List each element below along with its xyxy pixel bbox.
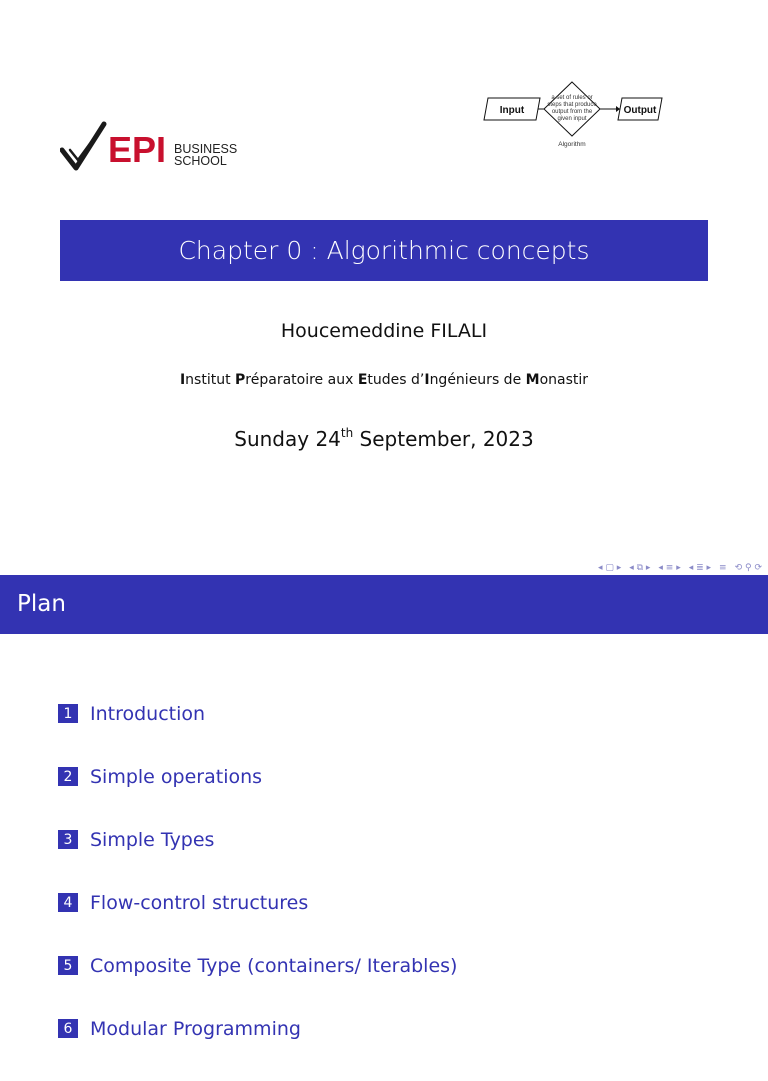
toc-item[interactable] [58, 892, 457, 913]
toc-item[interactable] [58, 1018, 457, 1039]
title-banner [60, 220, 708, 281]
diamond-line-2: steps that produce [547, 102, 597, 108]
nav-frame-icon[interactable]: ◂ ▢ ▸ [597, 563, 622, 573]
toc-label[interactable]: Simple operations [90, 765, 263, 788]
nav-toc-icon[interactable]: ≡ [719, 563, 727, 573]
epi-logo [60, 118, 250, 174]
beamer-navigation-bar [598, 561, 762, 575]
nav-search-icon[interactable]: ⟲ ⚲ ⟳ [734, 563, 762, 573]
flow-output-label: Output [623, 105, 657, 116]
toc-label[interactable]: Modular Programming [90, 1017, 301, 1040]
toc-number: 3 [58, 830, 78, 849]
algorithm-flowchart [480, 78, 664, 154]
slide-title: Chapter 0 : Algorithmic concepts [178, 236, 590, 265]
toc-item[interactable] [58, 703, 457, 724]
plan-slide [0, 575, 768, 1040]
toc-number: 5 [58, 956, 78, 975]
toc-label[interactable]: Introduction [90, 702, 206, 725]
diamond-line-4: given input [557, 116, 587, 122]
nav-section-icon[interactable]: ◂ ≡ ▸ [658, 563, 681, 573]
nav-document-icon[interactable]: ◂ ≣ ▸ [688, 563, 712, 573]
toc-label[interactable]: Simple Types [90, 828, 215, 851]
plan-header-bar [0, 575, 768, 634]
logo-brand: EPI [108, 129, 167, 170]
checkmark-logo-icon [60, 120, 108, 172]
toc-item[interactable] [58, 766, 457, 787]
toc-label[interactable]: Flow-control structures [90, 891, 309, 914]
toc-item[interactable] [58, 955, 457, 976]
author-name: Houcemeddine FILALI [280, 320, 488, 342]
flow-input-label: Input [499, 105, 525, 116]
toc-number: 2 [58, 767, 78, 786]
institute-name: Institut Préparatoire aux Etudes d’Ingénieurs de Monastir [179, 372, 589, 388]
plan-title: Plan [17, 591, 66, 617]
diamond-line-1: a set of rules or [551, 95, 593, 101]
nav-subsection-icon[interactable]: ◂ ⧉ ▸ [629, 563, 651, 573]
table-of-contents [58, 703, 457, 1081]
toc-label[interactable]: Composite Type (containers/ Iterables) [90, 954, 458, 977]
toc-item[interactable] [58, 829, 457, 850]
toc-number: 6 [58, 1019, 78, 1038]
toc-number: 1 [58, 704, 78, 723]
logo-subtitle: BUSINESS SCHOOL [174, 142, 238, 168]
presentation-date: Sunday 24th September, 2023 [234, 426, 534, 451]
diamond-line-3: output from the [551, 109, 593, 115]
toc-number: 4 [58, 893, 78, 912]
flow-caption: Algorithm [558, 141, 586, 148]
